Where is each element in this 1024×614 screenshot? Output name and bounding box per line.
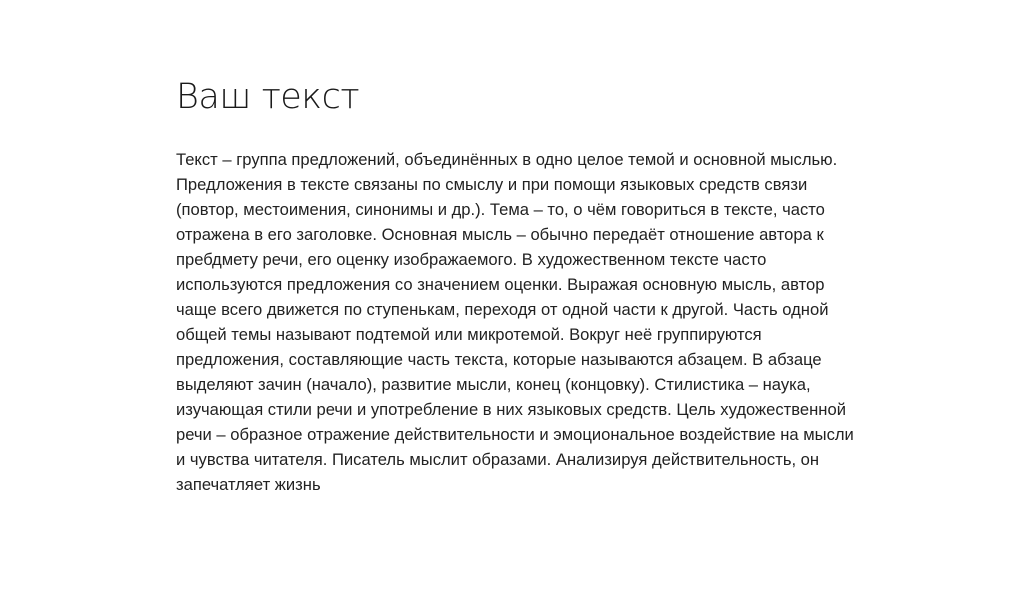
page-title: Ваш текст [176,77,360,117]
text-block [176,74,856,497]
body-paragraph: Текст – группа предложений, объединённых в одно целое темой и основной мыслью. Предложения в тексте связаны по смыслу и при помощи языковых средств связи (повтор, местоимения, синонимы и др.). Тема – то, о чём говориться в тексте, часто отражена в его заголовке. Основная мысль – обычно передаёт отношение автора к пребдмету речи, его оценку изображаемого. В художественном тексте часто используются предложения со значением оценки. Выражая основную мысль, автор чаще всего движется по ступенькам, переходя от одной части к другой. Часть одной общей темы называют подтемой или микротемой. Вокруг неё группируются предложения, составляющие часть текста, которые называются абзацем. В абзаце выделяют зачин (начало), развитие мысли, конец (концовку). Стилистика – наука, изучающая стили речи и употребление в них языковых средств. Цель художественной речи – образное отражение действительности и эмоциональное воздействие на мысли и чувства читателя. Писатель мыслит образами. Анализируя действительность, он запечатляет жизнь [176,150,854,494]
